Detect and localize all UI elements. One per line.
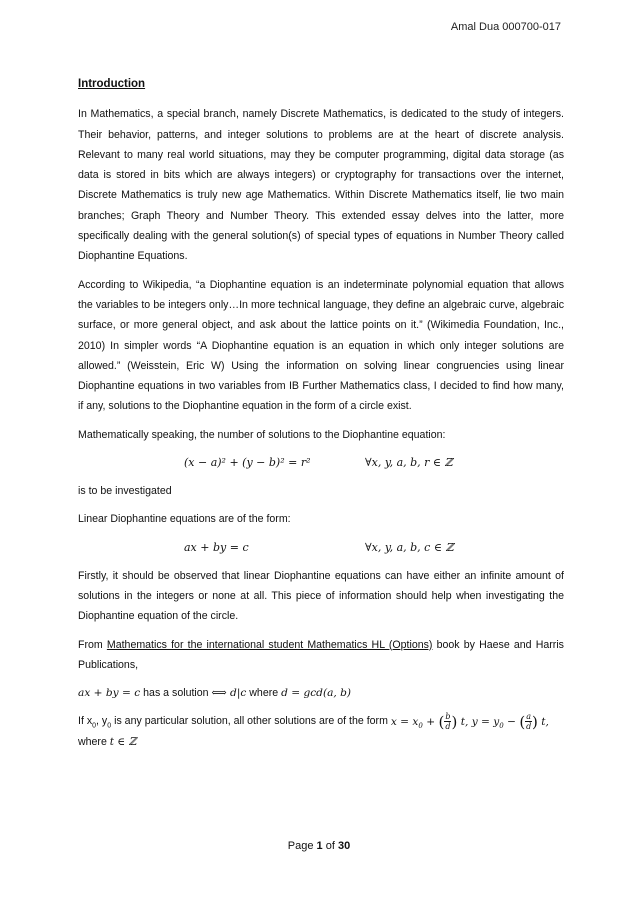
paragraph-solution-condition	[78, 683, 564, 703]
paren-open-1: (	[438, 712, 445, 731]
fraction-a-over-d	[525, 712, 532, 731]
footer-page-total: 30	[337, 840, 351, 852]
equation-circle-condition: ∀x, y, a, b, r ∈ ℤ	[365, 456, 453, 470]
paragraph-wikipedia: According to Wikipedia, “a Diophantine equation is an indeterminate polynomial equation that allows the variables to be integers only…In more technical language, they define an algebraic curve, algebraic surface, or more general object, and ask about the lattice points on it.” (Wikimedia Foundation, Inc., 2010) In simpler words “A Diophantine equation is an equation in which only integer solutions are allowed.” (Weisstein, Eric W) Using the information on solving linear congruencies using linear Diophantine equations in two variables from IB Further Mathematics class, I decided to find how many, if any, solutions to the Diophantine equation in the form of a circle exist.	[78, 278, 564, 413]
fraction-1-denominator: d	[445, 722, 451, 732]
formula-mid: t, y = y	[457, 715, 500, 728]
formula-plus: +	[422, 715, 439, 728]
footer-page-number: 1	[316, 840, 323, 852]
solution-equation: ax + by = c	[78, 687, 141, 700]
sub-zero-2: 0	[107, 722, 112, 730]
reference-book-title: Mathematics for the international student Mathematics HL (Options)	[106, 638, 433, 651]
sub-zero-4: 0	[499, 721, 504, 730]
paragraph-reference	[78, 635, 564, 676]
fraction-2-numerator: a	[526, 712, 532, 722]
where-prefix: where	[78, 735, 110, 748]
formula-x: x = x	[390, 715, 419, 728]
sub-zero-3: 0	[418, 721, 423, 730]
page-header: Amal Dua 000700-017	[450, 21, 561, 33]
page-content	[78, 74, 564, 760]
solution-text-2: where	[246, 687, 282, 700]
paren-close-1: )	[451, 712, 458, 731]
general-formula	[390, 712, 549, 732]
section-title: Introduction	[78, 78, 146, 90]
paragraph-intro: In Mathematics, a special branch, namely Discrete Mathematics, is dedicated to the study of integers. Their behavior, patterns, and integer solutions to problems are at the heart of discrete analysis. Relevant to many real world situations, may they be computer programming, digital data storage (as data is stored in bits which are always integers) or cryptography for transactions over the internet, Discrete Mathematics is truly new age Mathematics. Within Discrete Mathematics itself, lie two main branches; Graph Theory and Number Theory. This extended essay delves into the latter, more specifically dealing with the general solution(s) of special types of equations in Number Theory called Diophantine Equations.	[78, 108, 564, 263]
page-footer	[0, 840, 638, 852]
fraction-1-numerator: b	[445, 712, 451, 722]
equation-linear-row	[78, 538, 564, 558]
paren-open-2: (	[519, 712, 526, 731]
paragraph-firstly: Firstly, it should be observed that linear Diophantine equations can have either an infinite amount of solutions in the integers or none at all. This piece of information should help when investigating the Diophantine equation of the circle.	[78, 569, 564, 623]
solution-iff: ⟺ d|c	[211, 687, 247, 700]
formula-minus: −	[503, 715, 520, 728]
where-t-integer: t ∈ ℤ	[109, 735, 137, 748]
fraction-2-denominator: d	[526, 722, 532, 732]
paragraph-where-t	[78, 732, 564, 752]
paren-close-2: )	[532, 712, 538, 731]
sub-zero-1: 0	[92, 722, 97, 730]
reference-prefix: From	[78, 638, 107, 651]
paragraph-mathematically: Mathematically speaking, the number of solutions to the Diophantine equation:	[78, 428, 446, 441]
equation-circle: (x − a)² + (y − b)² = r²	[184, 456, 311, 470]
solution-gcd: d = gcd(a, b)	[281, 687, 352, 700]
general-mid: , y	[96, 715, 108, 728]
equation-linear-condition: ∀x, y, a, b, c ∈ ℤ	[365, 540, 454, 554]
general-text: is any particular solution, all other solutions are of the form	[111, 715, 391, 728]
paragraph-linear-form: Linear Diophantine equations are of the form:	[78, 513, 291, 526]
footer-of-word: of	[322, 840, 338, 852]
footer-page-word: Page	[287, 840, 317, 852]
equation-circle-row	[78, 453, 564, 473]
reference-suffix: book by Haese and Harris Publications,	[78, 638, 564, 671]
paragraph-investigated: is to be investigated	[78, 485, 172, 498]
paragraph-general-solution	[78, 711, 564, 731]
formula-end: t,	[537, 715, 549, 728]
equation-linear: ax + by = c	[184, 540, 249, 554]
solution-text-1: has a solution	[140, 687, 212, 700]
general-prefix: If x	[78, 715, 93, 728]
